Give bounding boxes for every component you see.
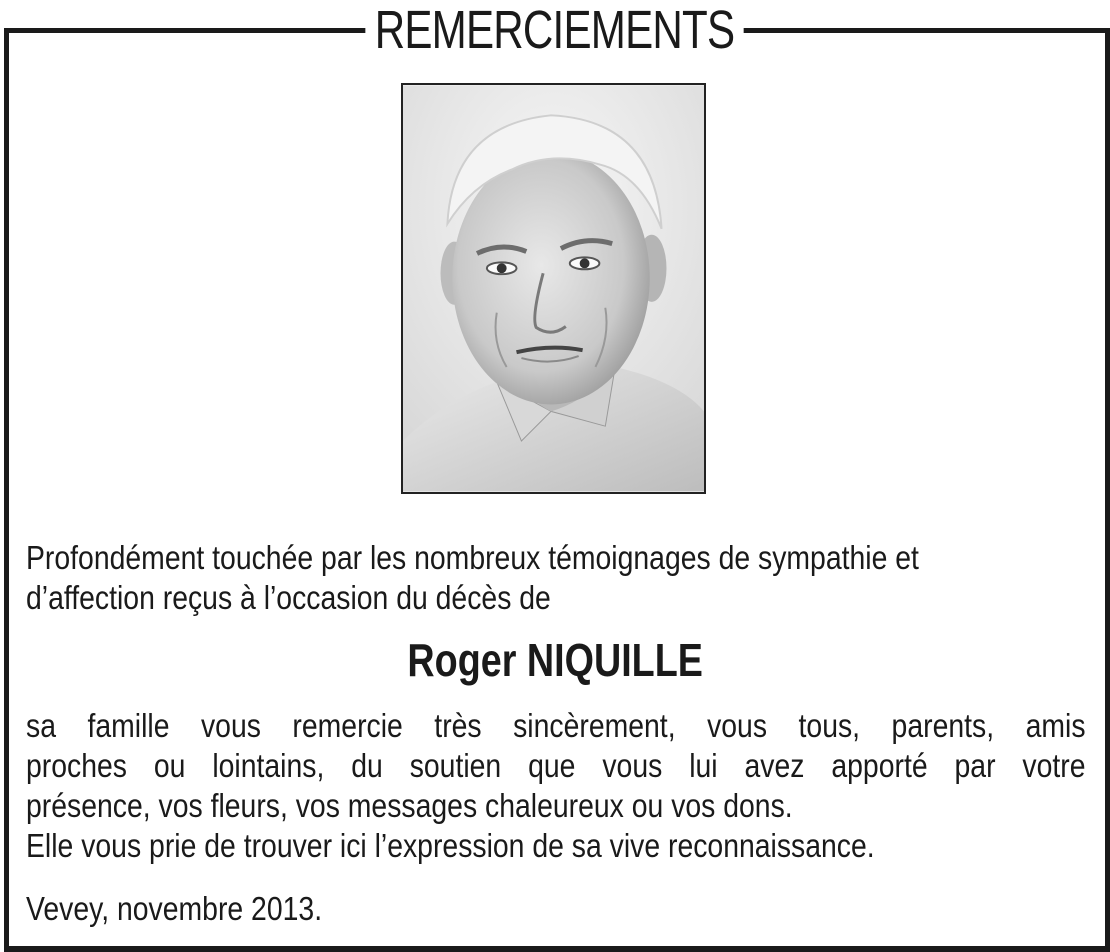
closing-place-date: Vevey, novembre 2013. — [26, 890, 323, 927]
portrait-image — [403, 85, 704, 492]
deceased-name — [0, 632, 1110, 688]
portrait-photo — [401, 83, 706, 494]
intro-line: Profondément touchée par les nombreux témoignages de sympathie et — [26, 539, 919, 576]
body-line: Elle vous prie de trouver ici l’expression de sa vive reconnaissance. — [26, 827, 875, 864]
title-bar — [0, 0, 1110, 60]
body-line: proches ou lointains, du soutien que vous lui avez apporté par votre — [26, 747, 1086, 784]
notice-title: REMERCIEMENTS — [366, 0, 744, 60]
intro-line: d’affection reçus à l’occasion du décès de — [26, 579, 551, 616]
deceased-name-text: Roger NIQUILLE — [407, 634, 703, 686]
body-line: sa famille vous remercie très sincèrement, vous tous, parents, amis — [26, 707, 1086, 744]
body-line: présence, vos fleurs, vos messages chaleureux ou vos dons. — [26, 787, 793, 824]
intro-paragraph — [26, 538, 1086, 618]
thanks-paragraph — [26, 706, 1086, 866]
